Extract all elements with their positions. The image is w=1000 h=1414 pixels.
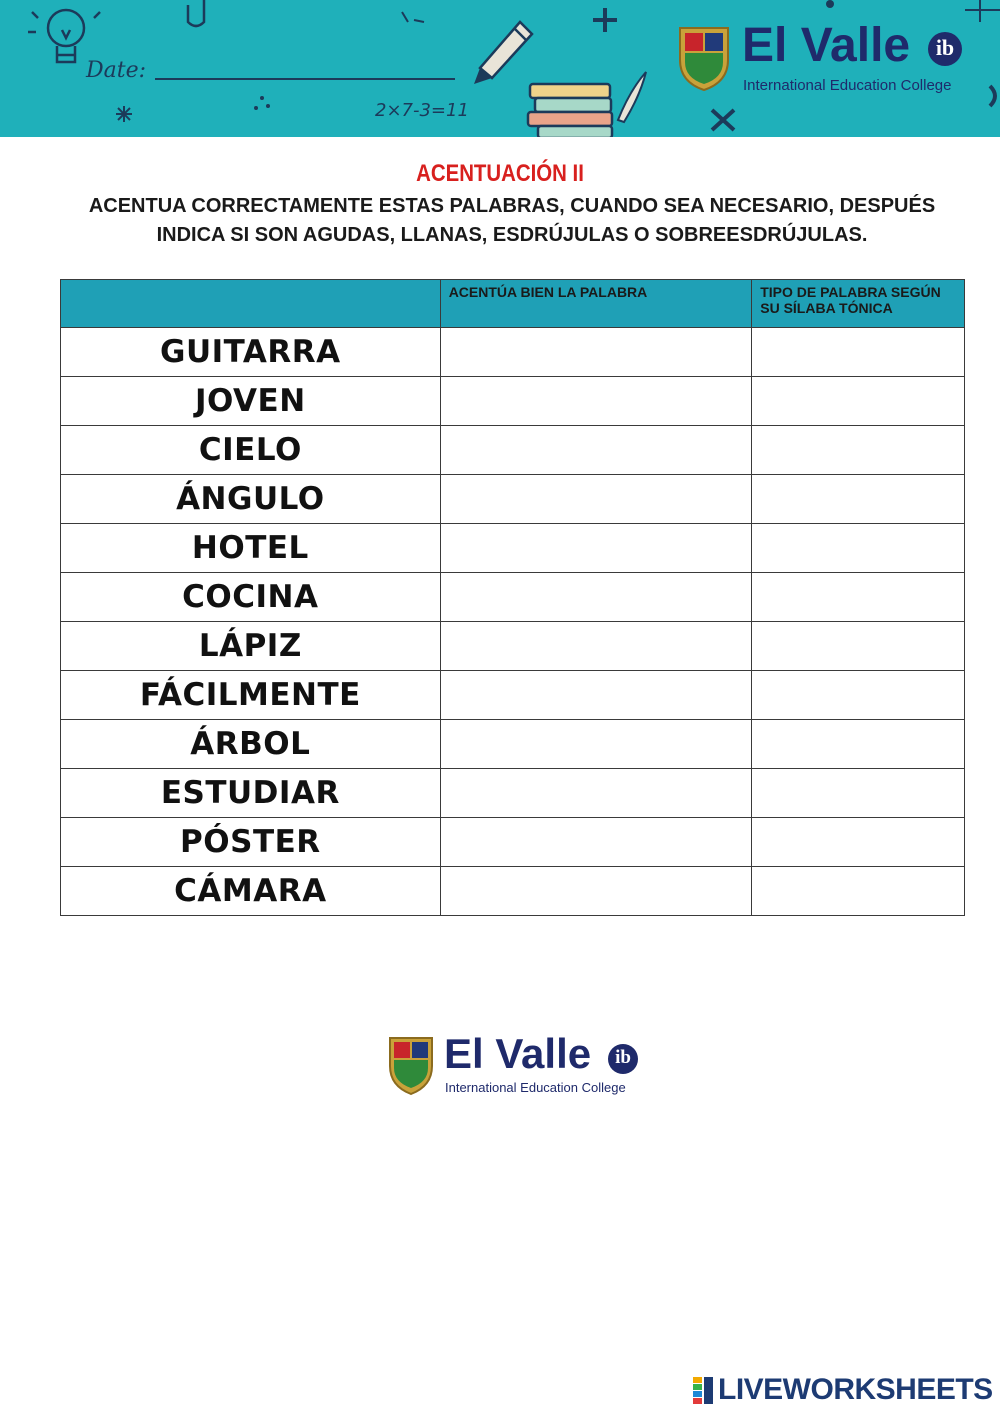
header-cell-type: TIPO DE PALABRA SEGÚN SU SÍLABA TÓNICA: [752, 280, 965, 328]
type-answer-cell[interactable]: [752, 818, 965, 867]
quill-icon: [618, 72, 646, 122]
table-row: [61, 377, 965, 426]
table-row: [61, 867, 965, 916]
accent-answer-cell[interactable]: [440, 524, 752, 573]
sparkle-icon: [116, 106, 132, 122]
word-cell: CÁMARA: [61, 867, 441, 916]
plus-icon: [593, 8, 617, 32]
brand-subtitle: International Education College: [445, 1080, 626, 1095]
brand-name: El Valle: [742, 19, 911, 72]
word-cell: PÓSTER: [61, 818, 441, 867]
footer-school-logo: [386, 1030, 656, 1098]
word-cell: FÁCILMENTE: [61, 671, 441, 720]
accent-answer-cell[interactable]: [440, 818, 752, 867]
accent-answer-cell[interactable]: [440, 573, 752, 622]
word-cell: ÁNGULO: [61, 475, 441, 524]
type-answer-cell[interactable]: [752, 426, 965, 475]
math-doodle: 2×7-3=11: [375, 100, 469, 121]
word-cell: GUITARRA: [61, 328, 441, 377]
word-cell: COCINA: [61, 573, 441, 622]
shield-crest-icon: [676, 24, 732, 92]
type-answer-cell[interactable]: [752, 720, 965, 769]
type-answer-cell[interactable]: [752, 573, 965, 622]
ib-badge: ib: [928, 32, 962, 66]
date-line: [155, 78, 455, 80]
type-answer-cell[interactable]: [752, 867, 965, 916]
type-answer-cell[interactable]: [752, 769, 965, 818]
table-row: [61, 573, 965, 622]
worksheet-title: ACENTUACIÓN II: [416, 160, 584, 187]
paperclip-icon: [188, 0, 204, 26]
accent-answer-cell[interactable]: [440, 671, 752, 720]
type-answer-cell[interactable]: [752, 622, 965, 671]
table-row: [61, 671, 965, 720]
shield-crest-icon: [386, 1034, 436, 1096]
ib-badge: ib: [608, 1044, 638, 1074]
table-row: [61, 426, 965, 475]
worksheet-instructions: ACENTUA CORRECTAMENTE ESTAS PALABRAS, CUANDO SEA NECESARIO, DESPUÉS INDICA SI SON AGUDAS, LLANAS, ESDRÚJULAS O SOBREESDRÚJULAS.: [88, 195, 936, 246]
accent-answer-cell[interactable]: [440, 867, 752, 916]
brand-subtitle: International Education College: [743, 77, 952, 94]
accent-answer-cell[interactable]: [440, 769, 752, 818]
table-row: [61, 769, 965, 818]
table-row: [61, 622, 965, 671]
table-row: [61, 524, 965, 573]
word-cell: HOTEL: [61, 524, 441, 573]
header-banner: [0, 0, 1000, 137]
table-row: [61, 328, 965, 377]
accent-answer-cell[interactable]: [440, 328, 752, 377]
accent-answer-cell[interactable]: [440, 377, 752, 426]
type-answer-cell[interactable]: [752, 524, 965, 573]
table-row: [61, 818, 965, 867]
type-answer-cell[interactable]: [752, 328, 965, 377]
accent-answer-cell[interactable]: [440, 720, 752, 769]
type-answer-cell[interactable]: [752, 377, 965, 426]
header-cell-word: [61, 280, 441, 328]
date-label: Date:: [86, 58, 147, 83]
word-cell: ÁRBOL: [61, 720, 441, 769]
brand-name: El Valle: [444, 1030, 592, 1077]
table-row: [61, 475, 965, 524]
word-cell: JOVEN: [61, 377, 441, 426]
type-answer-cell[interactable]: [752, 475, 965, 524]
pencil-icon: [474, 22, 532, 84]
school-logo: [676, 19, 976, 94]
words-table: [60, 279, 965, 916]
lightbulb-icon: [28, 10, 100, 62]
header-cell-accent: ACENTÚA BIEN LA PALABRA: [440, 280, 752, 328]
liveworksheets-text: LIVEWORKSHEETS: [718, 1373, 993, 1406]
type-answer-cell[interactable]: [752, 671, 965, 720]
word-cell: CIELO: [61, 426, 441, 475]
word-cell: LÁPIZ: [61, 622, 441, 671]
accent-answer-cell[interactable]: [440, 426, 752, 475]
table-header-row: [61, 280, 965, 328]
accent-answer-cell[interactable]: [440, 622, 752, 671]
books-icon: [528, 84, 612, 137]
word-cell: ESTUDIAR: [61, 769, 441, 818]
table-row: [61, 720, 965, 769]
accent-answer-cell[interactable]: [440, 475, 752, 524]
liveworksheets-logo-icon: [692, 1375, 716, 1407]
times-icon: [712, 110, 734, 130]
